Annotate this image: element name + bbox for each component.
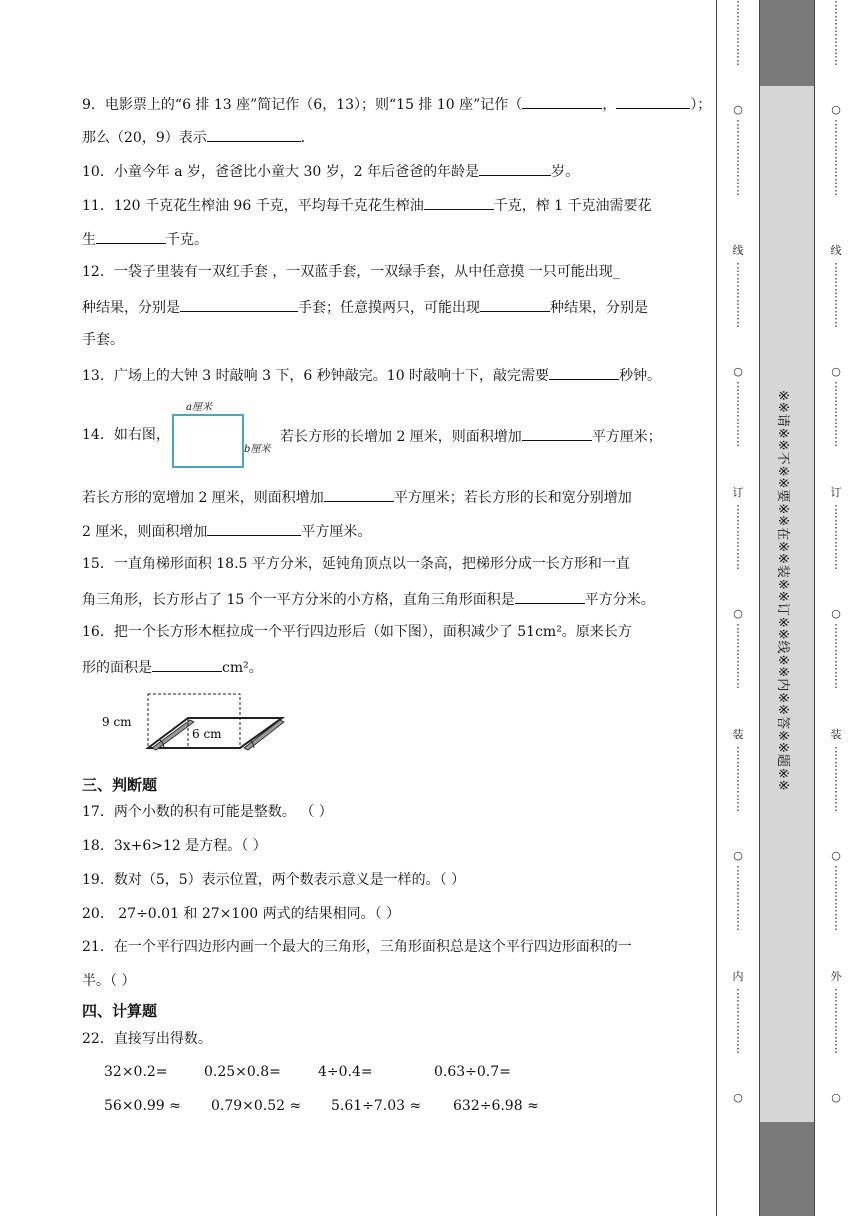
strip-label-nei: 内 [732,970,744,983]
answer-blank[interactable] [616,94,690,109]
question-12-line1: 12．一袋子里装有一双红手套 ，一双蓝手套，一双绿手套，从中任意摸 一只可能出现_ [82,264,620,280]
answer-blank[interactable] [522,426,592,441]
answer-blank[interactable] [522,94,602,109]
binding-dark-block-bottom [760,1122,814,1216]
judge-17: 17．两个小数的积有可能是整数。 （ ） [82,804,333,820]
circle-mark: ○ [831,1091,841,1104]
dotted-segment: ⋮ ⋮ ⋮ ⋮ ⋮ ⋮ [830,746,842,813]
dotted-segment: ⋮ ⋮ ⋮ ⋮ ⋮ ⋮ [830,262,842,329]
question-15-line2: 角三角形，长方形占了 15 个一平方分米的小方格，直角三角形面积是 平方分米。 [82,589,655,609]
answer-blank[interactable] [180,297,298,312]
binding-line-right [828,0,844,1107]
calc-item: 0.25×0.8= [204,1064,281,1080]
circle-mark: ○ [733,849,743,862]
dotted-segment: ⋮ ⋮ ⋮ ⋮ ⋮ ⋮ [732,865,744,932]
strip-label-wai: 外 [830,970,842,983]
section-3-heading: 三、判断题 [82,776,158,794]
judge-21-line2: 半。（ ） [82,973,136,989]
question-11-line1: 11．120 千克花生榨油 96 千克，平均每千克花生榨油 千克，榨 1 千克油需要花 [82,195,652,215]
question-16-line2: 形的面积是 cm²。 [82,657,263,677]
calc-item: 56×0.99 ≈ [104,1098,181,1114]
dotted-segment: ⋮ ⋮ ⋮ ⋮ ⋮ ⋮ [830,988,842,1055]
strip-label-ding: 订 [830,486,842,499]
parallelogram-figure [100,688,290,764]
dotted-segment: ⋮ ⋮ ⋮ ⋮ ⋮ ⋮ [732,381,744,448]
question-15-line1: 15．一直角梯形面积 18.5 平方分米，延钝角顶点以一条高，把梯形分成一长方形和一直 [82,556,630,572]
binding-line-left [730,0,746,1107]
judge-19: 19．数对（5，5）表示位置，两个数表示意义是一样的。（ ） [82,872,466,888]
strip-label-zhuang: 装 [830,728,842,741]
dotted-segment: ⋮ ⋮ ⋮ ⋮ ⋮ ⋮ [830,623,842,690]
strip-label-ding: 订 [732,486,744,499]
fig-label-a: a厘米 [186,402,212,413]
calc-item: 32×0.2= [104,1064,168,1080]
answer-blank[interactable] [515,589,585,604]
binding-dark-block-top [760,0,814,86]
judge-18: 18．3x+6>12 是方程。（ ） [82,838,267,854]
question-9-line2: 那么（20，9）表示 ． [82,127,315,147]
judge-20: 20． 27÷0.01 和 27×100 两式的结果相同。（ ） [82,906,401,922]
rectangle-shape [172,414,244,468]
question-9-line1: 9．电影票上的“6 排 13 座”简记作（6，13）；则“15 排 10 座”记作（ ， ）； [82,94,711,114]
judge-21-line1: 21．在一个平行四边形内画一个最大的三角形，三角形面积总是这个平行四边形面积的一 [82,939,632,955]
question-14-line3: 2 厘米，则面积增加 平方厘米。 [82,521,371,541]
answer-blank[interactable] [424,195,494,210]
answer-blank[interactable] [480,297,550,312]
dotted-segment: ⋮ ⋮ ⋮ ⋮ ⋮ ⋮ [732,623,744,690]
question-10: 10．小童今年 a 岁，爸爸比小童大 30 岁，2 年后爸爸的年龄是 岁。 [82,161,579,181]
answer-blank[interactable] [207,127,301,142]
binding-border-mid-right [814,0,815,1216]
dotted-segment: ⋮ ⋮ ⋮ ⋮ ⋮ ⋮ [830,0,842,67]
circle-mark: ○ [733,103,743,116]
dotted-segment: ⋮ ⋮ ⋮ ⋮ ⋮ ⋮ ⋮ [830,119,842,197]
answer-blank[interactable] [207,521,301,536]
question-16-line1: 16．把一个长方形木框拉成一个平行四边形后（如下图），面积减少了 51cm²。原来长方 [82,624,632,640]
answer-blank[interactable] [324,487,394,502]
calc-item: 0.79×0.52 ≈ [211,1098,302,1114]
dotted-segment: ⋮ ⋮ ⋮ ⋮ ⋮ ⋮ [830,381,842,448]
question-12-line2: 种结果，分别是 手套；任意摸两只，可能出现 种结果，分别是 [82,297,648,317]
dotted-segment: ⋮ ⋮ ⋮ ⋮ ⋮ ⋮ ⋮ [732,119,744,197]
circle-mark: ○ [733,365,743,378]
answer-blank[interactable] [549,365,619,380]
circle-mark: ○ [831,103,841,116]
fig-label-6cm: 6 cm [192,727,222,741]
question-12-line3: 手套。 [82,332,124,348]
question-11-line2: 生 千克。 [82,229,208,249]
circle-mark: ○ [831,849,841,862]
answer-blank[interactable] [479,161,551,176]
circle-mark: ○ [733,1091,743,1104]
fig-label-9cm: 9 cm [102,715,132,729]
calc-item: 5.61÷7.03 ≈ [331,1098,422,1114]
dotted-segment: ⋮ ⋮ ⋮ ⋮ ⋮ ⋮ [732,504,744,571]
rectangle-figure [172,398,282,470]
dotted-segment: ⋮ ⋮ ⋮ ⋮ ⋮ ⋮ [830,504,842,571]
dotted-segment: ⋮ ⋮ ⋮ ⋮ ⋮ ⋮ [732,988,744,1055]
strip-label-xian: 线 [732,244,744,257]
circle-mark: ○ [831,607,841,620]
fig-label-b: b厘米 [244,444,271,455]
circle-mark: ○ [733,607,743,620]
answer-blank[interactable] [96,229,166,244]
question-22: 22．直接写出得数。 [82,1031,212,1047]
question-13: 13．广场上的大钟 3 时敲响 3 下，6 秒钟敲完。10 时敲响十下，敲完需要 秒钟。 [82,365,661,385]
calc-item: 632÷6.98 ≈ [453,1098,539,1114]
dotted-segment: ⋮ ⋮ ⋮ ⋮ ⋮ ⋮ [732,0,744,67]
dotted-segment: ⋮ ⋮ ⋮ ⋮ ⋮ ⋮ [732,746,744,813]
answer-blank[interactable] [152,657,222,672]
strip-label-zhuang: 装 [732,728,744,741]
calc-item: 0.63÷0.7= [434,1064,511,1080]
question-14-line2: 若长方形的宽增加 2 厘米，则面积增加 平方厘米；若长方形的长和宽分别增加 [82,487,632,507]
dotted-segment: ⋮ ⋮ ⋮ ⋮ ⋮ ⋮ [830,865,842,932]
calc-item: 4÷0.4= [318,1064,373,1080]
section-4-heading: 四、计算题 [82,1002,158,1020]
question-14-intro: 14．如右图， [82,427,170,443]
binding-border-mid-left [759,0,760,1216]
strip-label-xian: 线 [830,244,842,257]
question-14-line1: 若长方形的长增加 2 厘米，则面积增加 平方厘米； [280,426,662,446]
circle-mark: ○ [831,365,841,378]
dotted-segment: ⋮ ⋮ ⋮ ⋮ ⋮ ⋮ [732,262,744,329]
binding-border-left [716,0,717,1216]
